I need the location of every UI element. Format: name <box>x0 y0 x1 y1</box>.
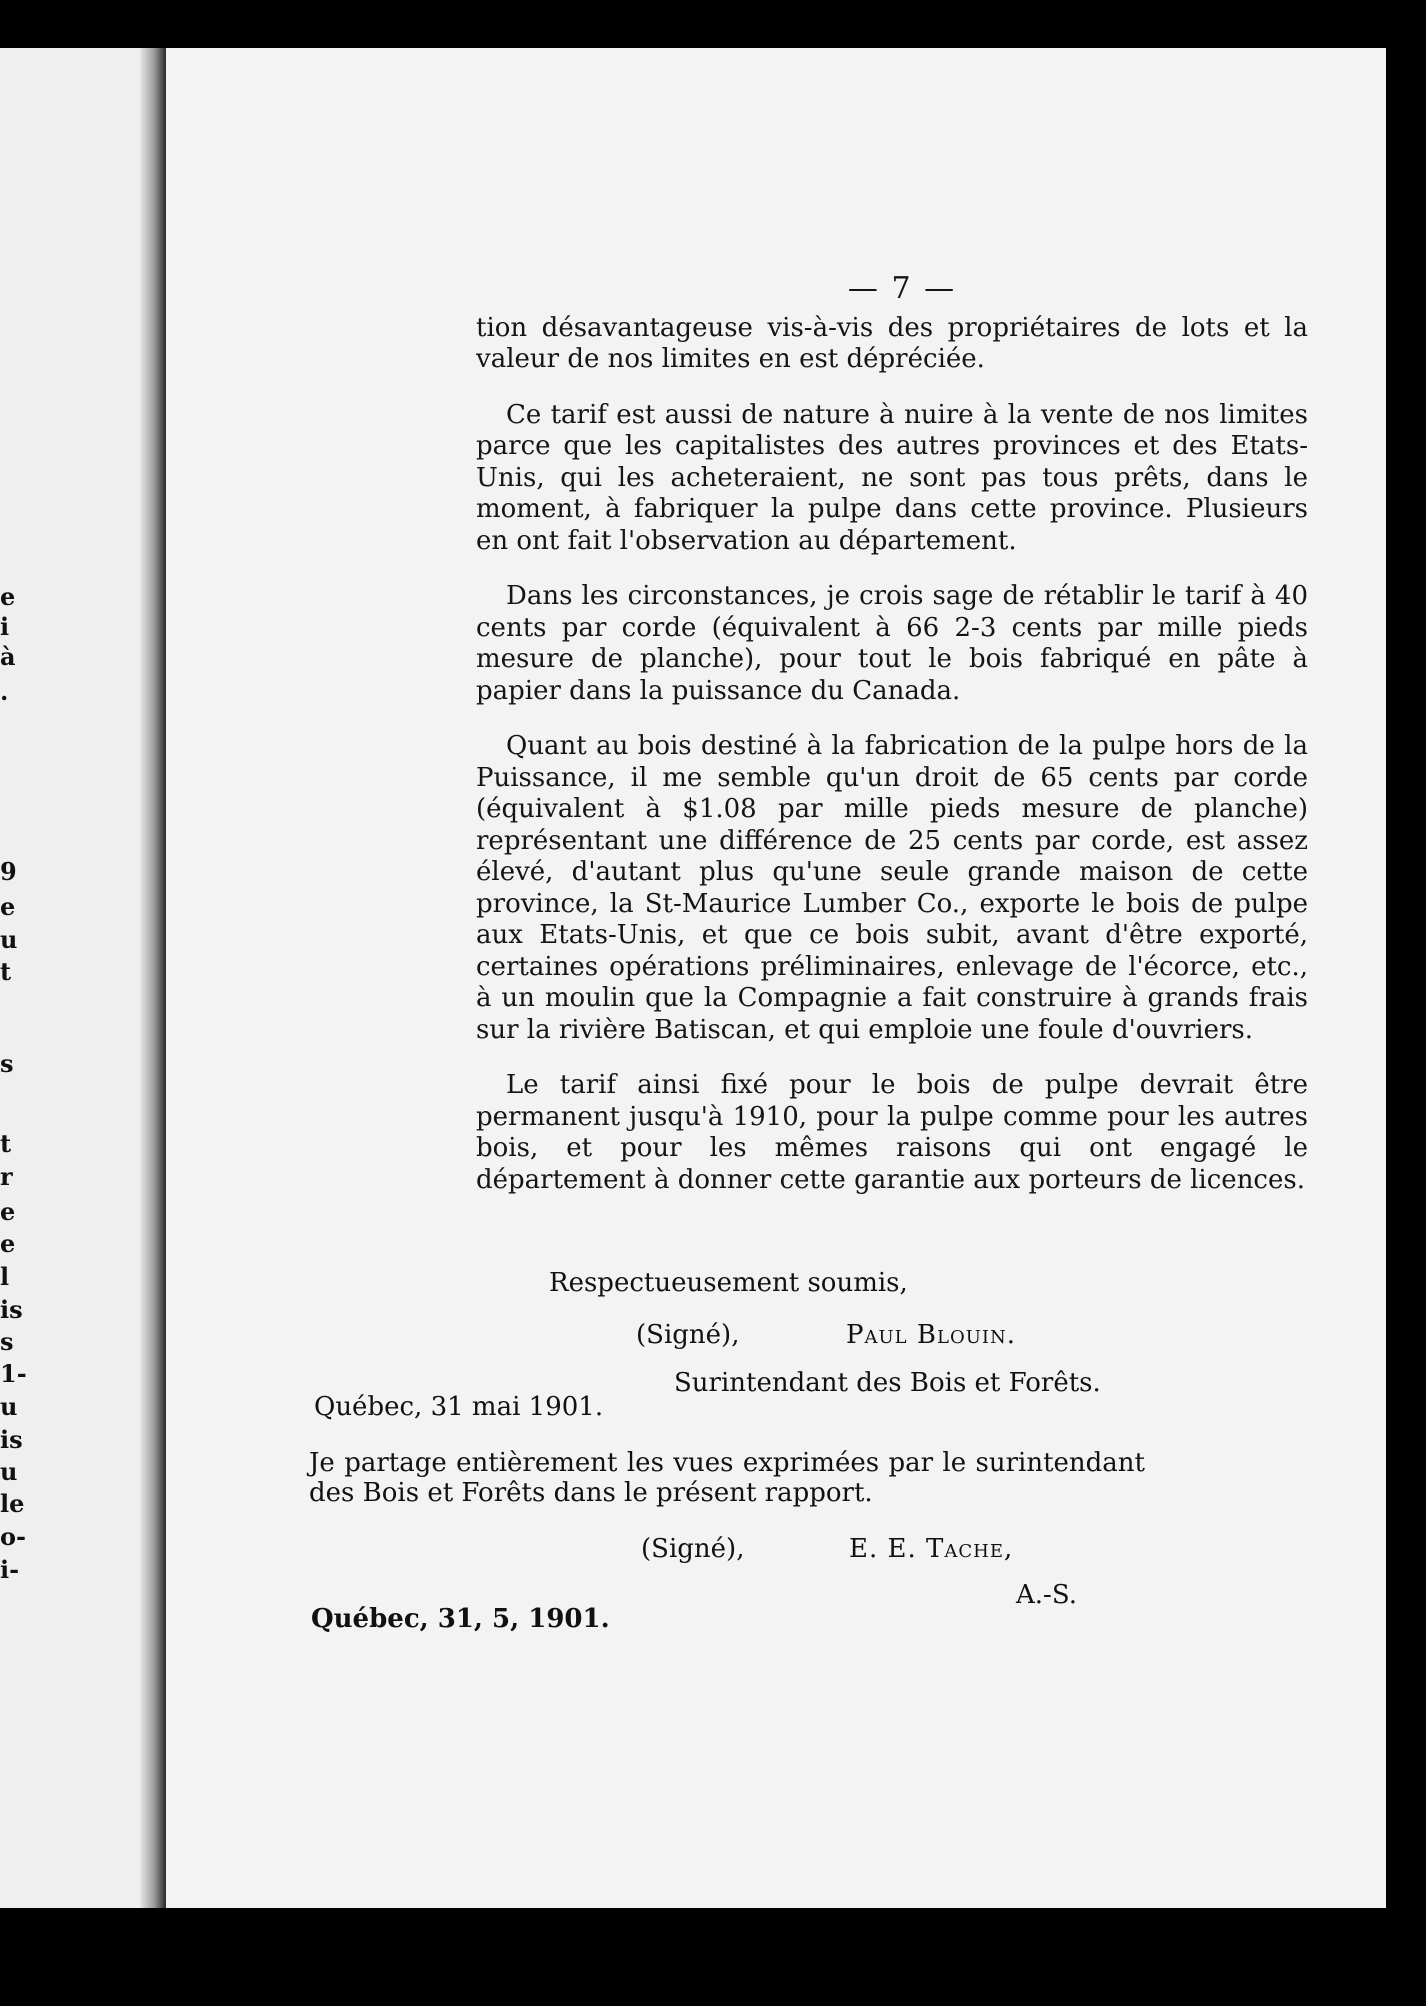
signed-label-2: (Signé), <box>641 1534 745 1564</box>
facing-page-fragment: 1- <box>0 1359 27 1388</box>
approval-paragraph: Je partage entièrement les vues exprimées par le surintendant des Bois et Forêts dans le présent rapport. <box>309 1448 1145 1508</box>
document-page <box>166 48 1386 1908</box>
signed-label-1: (Signé), <box>636 1320 740 1350</box>
facing-page-fragment: is <box>0 1425 23 1454</box>
signer-name-1: Paul Blouin. <box>846 1320 1016 1350</box>
facing-page-fragment: e <box>0 1229 16 1258</box>
facing-page-fragment: u <box>0 1457 18 1486</box>
signer-title-1: Surintendant des Bois et Forêts. <box>674 1368 1101 1398</box>
facing-page-fragment: e <box>0 1197 16 1226</box>
facing-page-fragment: i <box>0 612 10 641</box>
page-number: — 7 — <box>847 271 957 306</box>
paragraph-5: Le tarif ainsi fixé pour le bois de pulpe devrait être permanent jusqu'à 1910, pour la pulpe comme pour les autres bois, et pour les mêmes raisons qui ont engagé le département à donner cette garantie aux porteurs de licences. <box>476 1070 1308 1195</box>
facing-page-fragment: r <box>0 1162 13 1191</box>
paragraph-3: Dans les circonstances, je crois sage de rétablir le tarif à 40 cents par corde (équivalent à 66 2-3 cents par mille pieds mesure de planche), pour tout le bois fabriqué en pâte à papier dans la puissance du Canada. <box>476 581 1308 706</box>
facing-page-fragment: is <box>0 1295 23 1324</box>
signer-name-2: E. E. Tache, <box>849 1534 1014 1564</box>
facing-page-fragment: e <box>0 892 16 921</box>
facing-page-fragment: à <box>0 642 16 671</box>
facing-page-fragment: i- <box>0 1555 20 1584</box>
facing-page-fragment: l <box>0 1262 10 1291</box>
facing-page-fragment: . <box>0 677 9 706</box>
signer-title-2: A.-S. <box>1016 1580 1077 1610</box>
facing-page-fragment: 9 <box>0 857 17 886</box>
facing-page-fragment: u <box>0 1392 18 1421</box>
facing-page-strip <box>0 48 158 1908</box>
page-content <box>476 273 1308 1220</box>
date-2: Québec, 31, 5, 1901. <box>311 1604 610 1634</box>
facing-page-fragment: o- <box>0 1522 26 1551</box>
facing-page-fragment: t <box>0 1129 12 1158</box>
paragraph-2: Ce tarif est aussi de nature à nuire à la vente de nos limites parce que les capitalistes des autres provinces et des Etats-Unis, qui les acheteraient, ne sont pas tous prêts, dans le moment, à fabriquer la pulpe dans cette province. Plusieurs en ont fait l'observation au département. <box>476 399 1308 556</box>
facing-page-fragment: u <box>0 925 18 954</box>
book-gutter <box>140 48 166 1908</box>
facing-page-fragment: s <box>0 1327 14 1356</box>
facing-page-fragment: s <box>0 1049 14 1078</box>
paragraph-1: tion désavantageuse vis-à-vis des propriétaires de lots et la valeur de nos limites en est dépréciée. <box>476 312 1308 374</box>
facing-page-fragment: t <box>0 957 12 986</box>
closing-text: Respectueusement soumis, <box>549 1268 908 1298</box>
facing-page-fragment: le <box>0 1489 25 1518</box>
paragraph-4: Quant au bois destiné à la fabrication de la pulpe hors de la Puissance, il me semble qu'un droit de 65 cents par corde (équivalent à $1.08 par mille pieds mesure de planche) représentant une différence de 25 cents par corde, est assez élevé, d'autant plus qu'une seule grande maison de cette province, la St-Maurice Lumber Co., exporte le bois de pulpe aux Etats-Unis, et que ce bois subit, avant d'être exporté, certaines opérations préliminaires, enlevage de l'écorce, etc., à un moulin que la Compagnie a fait construire à grands frais sur la rivière Batiscan, et qui emploie une foule d'ouvriers. <box>476 731 1308 1045</box>
facing-page-fragment: e <box>0 582 16 611</box>
date-1: Québec, 31 mai 1901. <box>314 1392 604 1422</box>
